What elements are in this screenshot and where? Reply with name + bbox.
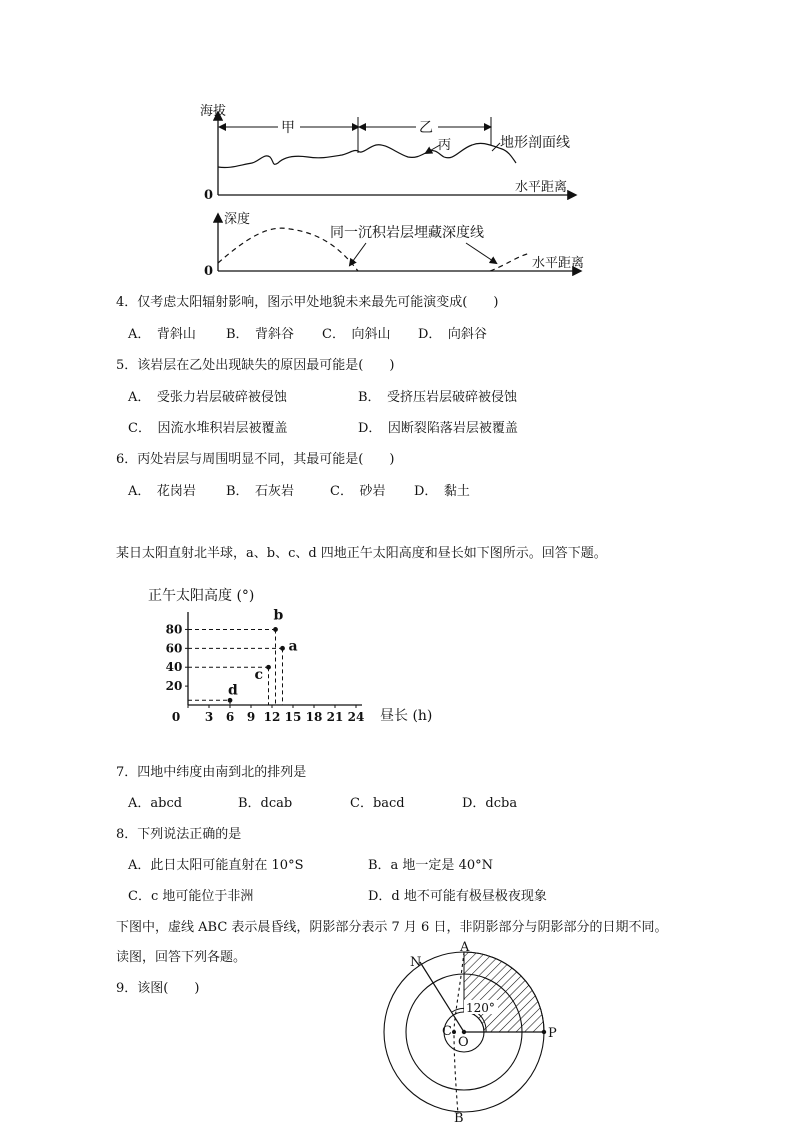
chart-point-label-c: c [254, 667, 264, 684]
label-b: B [454, 1111, 464, 1123]
angle-120-label: 120° [466, 1001, 495, 1015]
sediment-pointer-right [466, 243, 496, 263]
q4-option-d[interactable]: D． 向斜谷 [418, 327, 487, 342]
chart-y-tick-label: 80 [165, 622, 183, 637]
q8-option-a[interactable]: A．此日太阳可能直射在 10°S [128, 858, 304, 873]
label-n: N [410, 955, 422, 970]
sediment-pointer-left [350, 243, 366, 265]
q5-stem: 5．该岩层在乙处出现缺失的原因最可能是( ) [116, 358, 395, 373]
polar-terminator-figure [372, 938, 572, 1123]
chart-x-tick-label: 6 [225, 710, 235, 724]
chart-y-label: 正午太阳高度 (°) [148, 588, 255, 604]
sediment-depth-label: 同一沉积岩层埋藏深度线 [330, 225, 484, 241]
chart-x-tick-label: 18 [305, 710, 323, 724]
q5-option-a[interactable]: A． 受张力岩层破碎被侵蚀 [128, 390, 287, 405]
q6-option-b[interactable]: B． 石灰岩 [226, 484, 295, 499]
bing-label: 丙 [438, 138, 452, 153]
profile-line-label: 地形剖面线 [500, 135, 570, 151]
intro-q9-line1: 下图中，虚线 ABC 表示晨昏线，阴影部分表示 7 月 6 日，非阴影部分与阴影部分的日期不同。 [116, 920, 668, 935]
intro-q7-q8: 某日太阳直射北半球，a、b、c、d 四地正午太阳高度和昼长如下图所示。回答下题。 [116, 546, 607, 561]
chart-x-tick-label: 0 [171, 710, 181, 724]
intro-q9-line2: 读图，回答下列各题。 [116, 950, 247, 965]
q6-stem: 6．丙处岩层与周围明显不同，其最可能是( ) [116, 452, 395, 467]
chart-x-tick-label: 12 [263, 710, 281, 724]
chart-point-b [273, 627, 278, 632]
chart-point-a [280, 646, 285, 651]
q5-option-d[interactable]: D． 因断裂陷落岩层被覆盖 [358, 421, 518, 436]
yi-label: 乙 [419, 120, 433, 136]
chart-x-tick-label: 15 [284, 710, 302, 724]
chart-x-label: 昼长 (h) [380, 708, 433, 724]
chart-point-label-d: d [228, 682, 238, 699]
jia-label: 甲 [281, 120, 295, 136]
profile-line-pointer [492, 143, 500, 151]
origin-top: 0 [204, 188, 214, 203]
q5-option-b[interactable]: B． 受挤压岩层破碎被侵蚀 [358, 390, 518, 405]
terrain-profile-figure [190, 95, 620, 280]
terrain-profile-line [218, 143, 516, 167]
q4-option-a[interactable]: A． 背斜山 [128, 327, 196, 342]
chart-y-tick-label: 60 [165, 641, 183, 656]
q6-option-a[interactable]: A． 花岗岩 [128, 484, 196, 499]
sun-altitude-daylength-chart [140, 580, 460, 730]
q7-option-b[interactable]: B．dcab [238, 796, 293, 811]
q6-option-d[interactable]: D． 黏土 [414, 484, 470, 499]
q8-option-b[interactable]: B．a 地一定是 40°N [368, 858, 493, 873]
q7-option-d[interactable]: D．dcba [462, 796, 518, 811]
horizontal-distance-bottom: 水平距离 [532, 256, 585, 271]
chart-point-c [266, 665, 271, 670]
label-o: O [458, 1035, 469, 1050]
label-c: C [442, 1024, 452, 1039]
chart-point-label-a: a [288, 638, 298, 655]
q7-option-a[interactable]: A．abcd [128, 796, 183, 811]
shaded-july6-sector [464, 952, 544, 1032]
sediment-depth-line-right [490, 253, 530, 271]
q7-option-c[interactable]: C．bacd [350, 796, 405, 811]
chart-x-tick-label: 21 [326, 710, 344, 724]
q5-option-c[interactable]: C． 因流水堆积岩层被覆盖 [128, 421, 288, 436]
origin-bottom: 0 [204, 264, 214, 279]
chart-x-tick-label: 3 [204, 710, 214, 724]
chart-x-tick-label: 9 [246, 710, 256, 724]
chart-point-d [228, 698, 233, 703]
chart-y-tick-label: 20 [165, 679, 183, 694]
q8-option-c[interactable]: C．c 地可能位于非洲 [128, 889, 254, 904]
depth-label: 深度 [224, 212, 251, 227]
q9-stem: 9．该图( ) [116, 981, 200, 996]
chart-x-tick-label: 24 [347, 710, 365, 724]
q7-stem: 7．四地中纬度由南到北的排列是 [116, 765, 307, 780]
q6-option-c[interactable]: C． 砂岩 [330, 484, 386, 499]
meridian-on [420, 962, 464, 1032]
q8-stem: 8．下列说法正确的是 [116, 827, 242, 842]
horizontal-distance-top: 水平距离 [515, 180, 568, 195]
label-a: A [460, 940, 470, 955]
q4-option-b[interactable]: B． 背斜谷 [226, 327, 295, 342]
label-p: P [548, 1026, 557, 1041]
q8-option-d[interactable]: D．d 地不可能有极昼极夜现象 [368, 889, 547, 904]
elevation-label: 海拔 [200, 104, 227, 119]
q4-stem: 4．仅考虑太阳辐射影响，图示甲处地貌未来最先可能演变成( ) [116, 295, 499, 310]
chart-y-tick-label: 40 [165, 660, 183, 675]
q4-option-c[interactable]: C． 向斜山 [322, 327, 391, 342]
chart-point-label-b: b [273, 607, 284, 624]
